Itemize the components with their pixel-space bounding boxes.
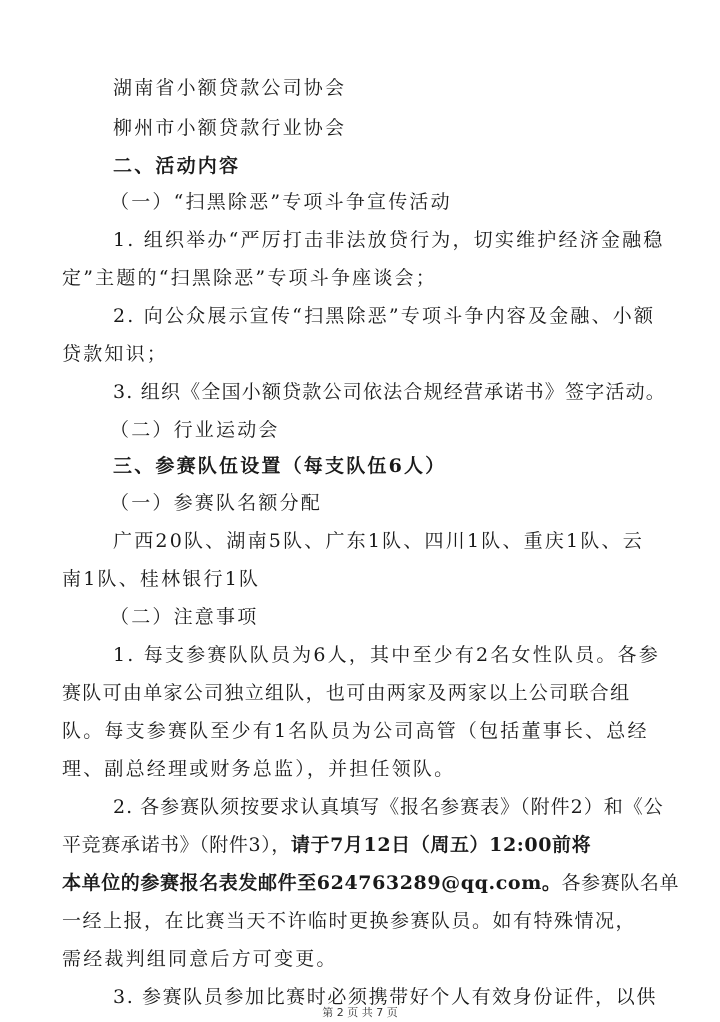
paragraph-line: 理、副总经理或财务总监），并担任领队。 bbox=[62, 758, 456, 780]
paragraph-line: 定”主题的“扫黑除恶”专项斗争座谈会； bbox=[62, 267, 437, 289]
deadline-emphasis: 请于7月12日（周五）12:00前将 bbox=[290, 834, 592, 856]
subsection-heading-campaign: （一）“扫黑除恶”专项斗争宣传活动 bbox=[110, 191, 452, 213]
email-emphasis: 本单位的参赛报名表发邮件至624763289@qq.com。 bbox=[62, 872, 562, 894]
paragraph-line: 需经裁判组同意后方可变更。 bbox=[62, 948, 338, 970]
org-hunan: 湖南省小额贷款公司协会 bbox=[113, 77, 347, 99]
section-heading-activities: 二、活动内容 bbox=[113, 155, 241, 177]
subsection-heading-quota: （一）参赛队名额分配 bbox=[110, 492, 323, 514]
paragraph-line-deadline bbox=[62, 833, 591, 857]
paragraph-line: 2. 向公众展示宣传“扫黑除恶”专项斗争内容及金融、小额 bbox=[113, 305, 656, 327]
paragraph-line: 1. 组织举办“严厉打击非法放贷行为，切实维护经济金融稳 bbox=[113, 229, 665, 251]
paragraph-line: 一经上报，在比赛当天不许临时更换参赛队员。如有特殊情况， bbox=[62, 910, 637, 932]
subsection-heading-notes: （二）注意事项 bbox=[110, 606, 259, 628]
paragraph-line: 2. 各参赛队须按要求认真填写《报名参赛表》（附件2）和《公 bbox=[113, 796, 664, 818]
paragraph-line: 贷款知识； bbox=[62, 343, 169, 365]
subsection-heading-sports: （二）行业运动会 bbox=[110, 419, 280, 441]
paragraph-line-email bbox=[62, 871, 679, 895]
page-footer: 第 2 页 共 7 页 bbox=[322, 1006, 398, 1019]
paragraph-line: 1. 每支参赛队队员为6人，其中至少有2名女性队员。各参 bbox=[113, 644, 660, 666]
paragraph-line: 队。每支参赛队至少有1名队员为公司高管（包括董事长、总经 bbox=[62, 720, 649, 742]
deadline-prefix: 平竞赛承诺书》（附件3）， bbox=[62, 834, 291, 856]
paragraph-line: 3. 组织《全国小额贷款公司依法合规经营承诺书》签字活动。 bbox=[113, 381, 666, 403]
section-heading-teams: 三、参赛队伍设置（每支队伍6人） bbox=[113, 455, 447, 477]
email-rest: 各参赛队名单 bbox=[561, 872, 680, 894]
paragraph-line: 赛队可由单家公司独立组队，也可由两家及两家以上公司联合组 bbox=[62, 682, 631, 704]
paragraph-line: 广西20队、湖南5队、广东1队、四川1队、重庆1队、云 bbox=[113, 530, 644, 552]
paragraph-line: 3. 参赛队员参加比赛时必须携带好个人有效身份证件，以供 bbox=[113, 986, 657, 1008]
paragraph-line: 南1队、桂林银行1队 bbox=[62, 568, 261, 590]
org-liuzhou: 柳州市小额贷款行业协会 bbox=[113, 117, 347, 139]
